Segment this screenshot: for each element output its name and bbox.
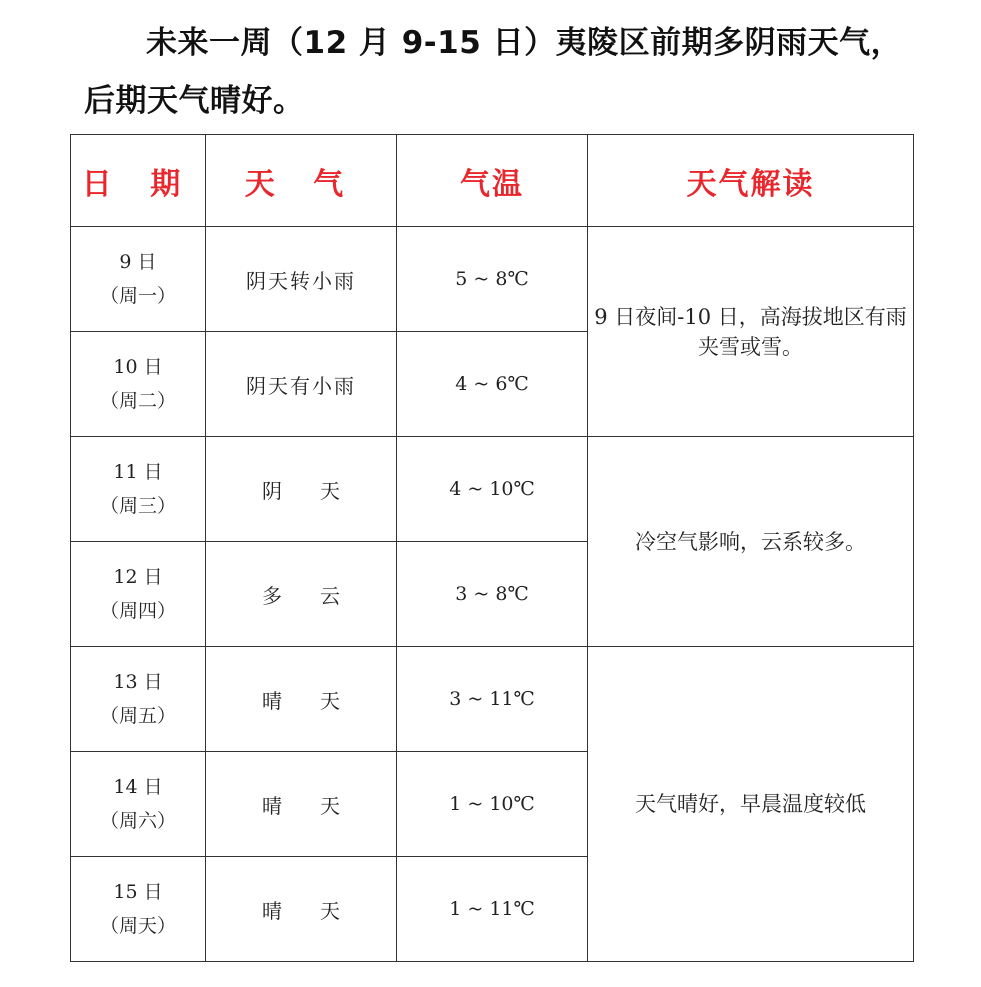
weather-cell: 晴天 [206, 857, 397, 962]
weekday-label: （周三） [99, 495, 176, 517]
date-label: 11 日 [113, 461, 163, 483]
temperature-cell: 5 ~ 8℃ [397, 227, 588, 332]
weather-cell: 晴天 [206, 647, 397, 752]
date-cell [71, 227, 206, 332]
header-date: 日 期 [71, 135, 206, 227]
date-label: 10 日 [113, 356, 163, 378]
table-row [71, 647, 914, 752]
date-label: 9 日 [119, 251, 157, 273]
weather-cell: 阴天 [206, 437, 397, 542]
temperature-cell: 4 ~ 6℃ [397, 332, 588, 437]
header-temperature: 气温 [397, 135, 588, 227]
date-cell [71, 857, 206, 962]
table-row [71, 227, 914, 332]
temperature-cell: 1 ~ 10℃ [397, 752, 588, 857]
date-label: 12 日 [113, 566, 163, 588]
interpretation-cell: 天气晴好，早晨温度较低 [588, 647, 914, 962]
weekday-label: （周六） [99, 810, 176, 832]
weather-forecast-table [70, 134, 914, 962]
header-weather: 天 气 [206, 135, 397, 227]
intro-paragraph: 未来一周（12 月 9-15 日）夷陵区前期多阴雨天气，后期天气晴好。 [84, 25, 903, 119]
header-interpretation: 天气解读 [588, 135, 914, 227]
weekday-label: （周一） [99, 285, 176, 307]
temperature-cell: 1 ~ 11℃ [397, 857, 588, 962]
date-label: 15 日 [113, 881, 163, 903]
interpretation-cell: 9 日夜间-10 日，高海拔地区有雨夹雪或雪。 [588, 227, 914, 437]
date-label: 13 日 [113, 671, 163, 693]
weekday-label: （周天） [99, 915, 176, 937]
date-cell [71, 437, 206, 542]
weather-cell: 晴天 [206, 752, 397, 857]
temperature-cell: 4 ~ 10℃ [397, 437, 588, 542]
weather-cell: 阴天有小雨 [206, 332, 397, 437]
date-cell [71, 542, 206, 647]
table-row [71, 437, 914, 542]
weekday-label: （周二） [99, 390, 176, 412]
weekday-label: （周四） [99, 600, 176, 622]
temperature-cell: 3 ~ 8℃ [397, 542, 588, 647]
date-cell [71, 647, 206, 752]
weather-cell: 阴天转小雨 [206, 227, 397, 332]
weather-cell: 多云 [206, 542, 397, 647]
date-cell [71, 332, 206, 437]
weekday-label: （周五） [99, 705, 176, 727]
date-label: 14 日 [113, 776, 163, 798]
date-cell [71, 752, 206, 857]
temperature-cell: 3 ~ 11℃ [397, 647, 588, 752]
table-header-row [71, 135, 914, 227]
interpretation-cell: 冷空气影响，云系较多。 [588, 437, 914, 647]
